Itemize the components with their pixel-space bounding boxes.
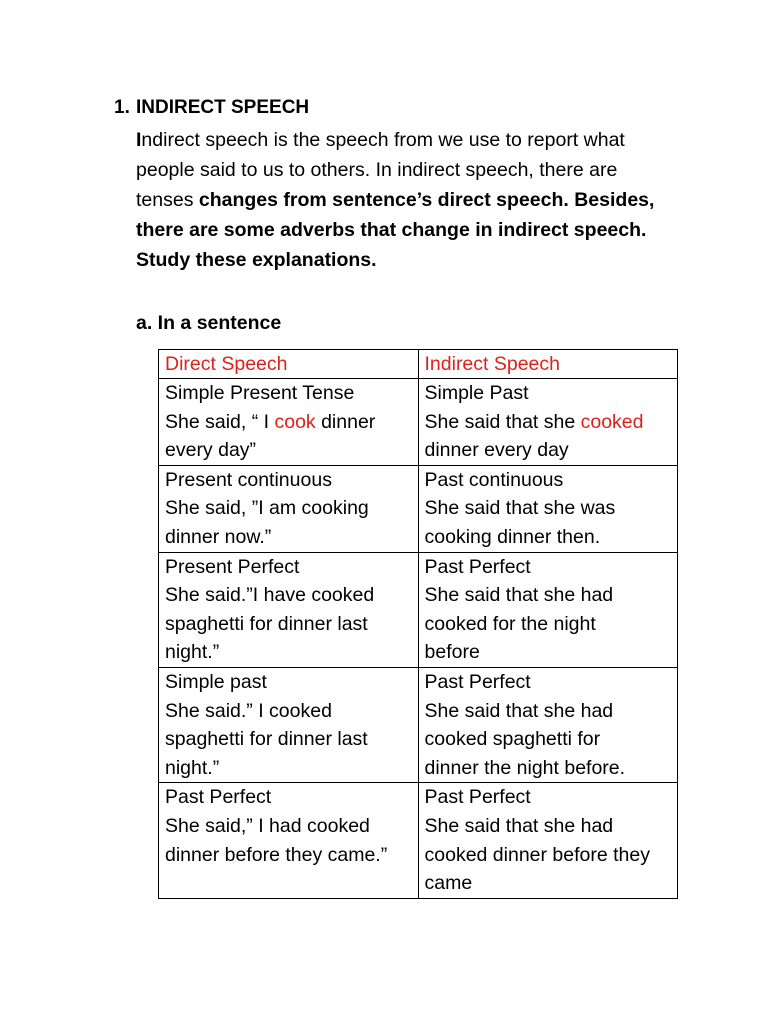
table-header-row (159, 350, 678, 379)
example-text: before (424, 641, 480, 664)
highlighted-verb: cook (274, 410, 316, 433)
intro-line-3-bold: changes from sentence’s direct speech. Besides, (198, 189, 655, 211)
example-text: cooked dinner before they (424, 843, 650, 866)
example-text: She said that she (424, 410, 581, 433)
section-heading (114, 96, 309, 120)
tense-name: Past Perfect (424, 786, 531, 809)
tense-name: Past Perfect (424, 555, 531, 578)
example-text: dinner (315, 410, 376, 433)
example-text: She said,” I had cooked (165, 814, 370, 837)
cell-spacer (165, 869, 412, 883)
tense-name: Past continuous (424, 468, 564, 491)
example-text: She said, “ I (165, 410, 275, 433)
intro-paragraph (136, 125, 696, 275)
example-text: She said.” I cooked (165, 699, 332, 722)
intro-line-3-plain: tenses (136, 189, 199, 211)
tense-name: Present continuous (165, 468, 332, 491)
header-direct-speech: Direct Speech (159, 350, 419, 379)
example-text: dinner now.” (165, 525, 272, 548)
example-text: She said that she had (424, 814, 614, 837)
indirect-cell (418, 379, 678, 466)
direct-cell (159, 465, 419, 552)
intro-line-2: people said to us to others. In indirect speech, there are (136, 159, 618, 181)
tense-name: Simple Past (424, 382, 529, 404)
example-text: every day” (165, 439, 257, 462)
example-text: cooked for the night (424, 612, 596, 635)
example-text: night.” (165, 756, 220, 779)
example-text: dinner before they came.” (165, 843, 388, 866)
table-row (159, 552, 678, 667)
example-text: night.” (165, 641, 220, 664)
example-text: spaghetti for dinner last (165, 728, 368, 751)
highlighted-verb: cooked (580, 410, 644, 433)
subsection-heading: a. In a sentence (136, 312, 282, 334)
direct-cell (159, 552, 419, 667)
indirect-cell (418, 465, 678, 552)
example-text: She said, ”I am cooking (165, 497, 369, 520)
tense-name: Simple Present Tense (165, 382, 355, 404)
intro-line-5: Study these explanations. (136, 249, 377, 271)
intro-drop-letter: I (136, 129, 142, 151)
example-text: spaghetti for dinner last (165, 612, 368, 635)
header-indirect-speech: Indirect Speech (418, 350, 678, 379)
tense-name: Past Perfect (165, 786, 272, 809)
direct-cell (159, 783, 419, 898)
indirect-cell (418, 552, 678, 667)
tense-name: Present Perfect (165, 555, 300, 578)
example-text: dinner the night before. (424, 756, 626, 779)
table-row (159, 783, 678, 898)
table-row (159, 465, 678, 552)
direct-cell (159, 667, 419, 782)
example-text: cooked spaghetti for (424, 728, 601, 751)
indirect-cell (418, 783, 678, 898)
table-row (159, 667, 678, 782)
example-text: She said.”I have cooked (165, 584, 375, 607)
speech-comparison-table (158, 349, 678, 899)
intro-line-1: ndirect speech is the speech from we use to report what (141, 129, 625, 151)
section-number: 1. (114, 97, 130, 118)
tense-name: Simple past (165, 670, 267, 693)
table-row (159, 379, 678, 466)
example-text: came (424, 872, 473, 895)
example-text: She said that she had (424, 584, 614, 607)
example-text: She said that she was (424, 497, 616, 520)
example-text: She said that she had (424, 699, 614, 722)
example-text: cooking dinner then. (424, 525, 601, 548)
intro-line-4: there are some adverbs that change in indirect speech. (136, 219, 647, 241)
tense-name: Past Perfect (424, 670, 531, 693)
example-text: dinner every day (424, 439, 569, 462)
indirect-cell (418, 667, 678, 782)
direct-cell (159, 379, 419, 466)
section-title: INDIRECT SPEECH (136, 97, 310, 118)
